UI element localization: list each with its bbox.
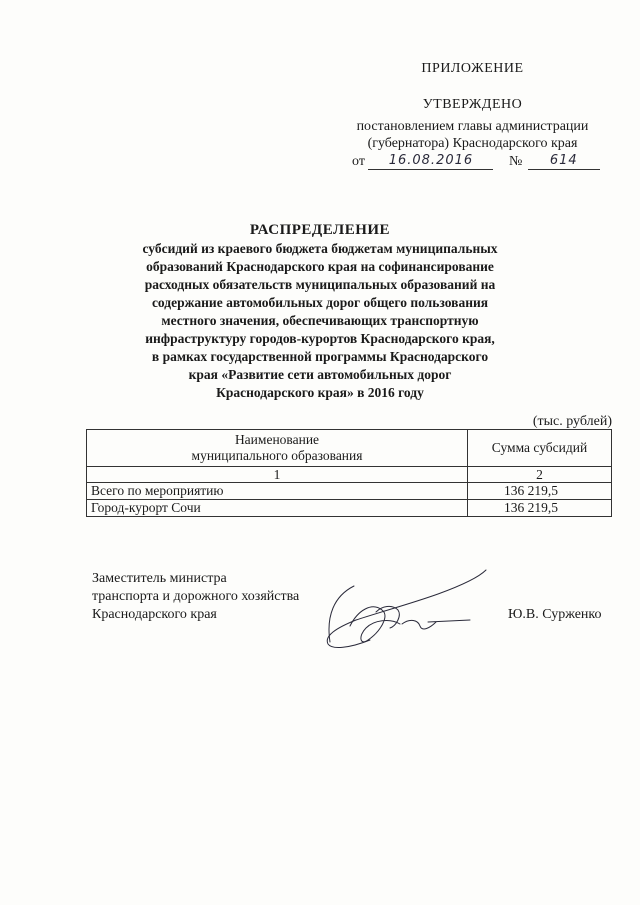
title-line: расходных обязательств муниципальных образований на xyxy=(144,277,496,292)
document-title xyxy=(100,220,540,402)
decree-line-2: (губернатора) Краснодарского края xyxy=(367,136,578,151)
header-subsidy-amount: Сумма субсидий xyxy=(468,430,612,467)
column-numbers-row xyxy=(87,467,612,483)
signer-line: Краснодарского края xyxy=(92,607,217,622)
header-municipality: Наименование муниципального образования xyxy=(87,430,468,467)
signer-position xyxy=(92,570,299,624)
column-number: 2 xyxy=(468,467,612,483)
row-name: Город-курорт Сочи xyxy=(87,500,468,517)
decree-line-1: постановлением главы администрации xyxy=(356,119,589,134)
number-label: № xyxy=(508,154,523,169)
column-number: 1 xyxy=(87,467,468,483)
title-line: Краснодарского края» в 2016 году xyxy=(216,385,424,400)
decree-number-handwritten: 614 xyxy=(528,152,600,170)
signer-name: Ю.В. Сурженко xyxy=(508,607,602,622)
table-row xyxy=(87,483,612,500)
table-header-row xyxy=(87,430,612,467)
title-line: инфраструктуру городов-курортов Краснодарского края, xyxy=(145,331,495,346)
decree-date-handwritten: 16.08.2016 xyxy=(368,152,493,170)
approved-label: УТВЕРЖДЕНО xyxy=(422,97,523,112)
row-amount: 136 219,5 xyxy=(468,483,612,500)
signer-line: транспорта и дорожного хозяйства xyxy=(92,589,300,604)
units-label: (тыс. рублей) xyxy=(532,414,612,429)
title-line: содержание автомобильных дорог общего пользования xyxy=(151,295,489,310)
title-line: края «Развитие сети автомобильных дорог xyxy=(188,367,452,382)
title-line: образований Краснодарского края на софинансирование xyxy=(146,259,494,274)
title-main: РАСПРЕДЕЛЕНИЕ xyxy=(249,222,391,238)
row-name: Всего по мероприятию xyxy=(87,483,468,500)
row-amount: 136 219,5 xyxy=(468,500,612,517)
handwritten-signature xyxy=(310,556,500,656)
table-row xyxy=(87,500,612,517)
signer-line: Заместитель министра xyxy=(92,571,227,586)
date-prefix: от xyxy=(352,154,365,169)
subsidy-distribution-table xyxy=(86,429,612,517)
title-line: субсидий из краевого бюджета бюджетам муниципальных xyxy=(142,241,498,256)
title-line: местного значения, обеспечивающих транспортную xyxy=(161,313,479,328)
decree-date-line xyxy=(352,153,600,171)
appendix-label: ПРИЛОЖЕНИЕ xyxy=(421,61,524,76)
title-line: в рамках государственной программы Краснодарского xyxy=(151,349,489,364)
